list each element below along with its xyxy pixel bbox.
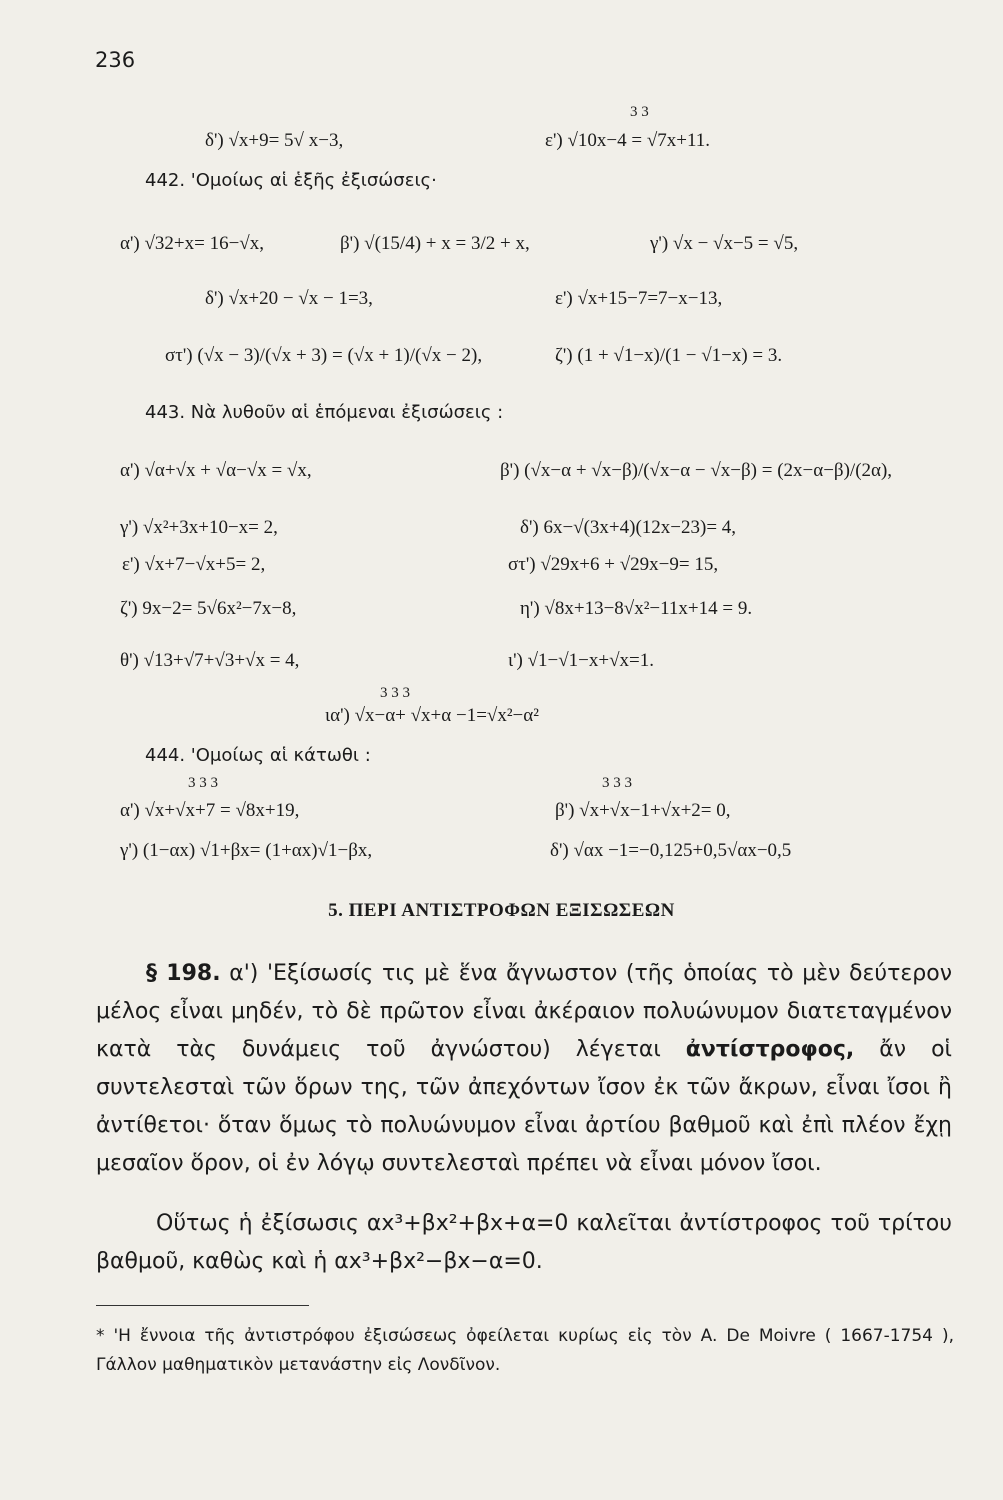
eq-443-a: α') √α+√x + √α−√x = √x,	[120, 460, 312, 481]
paragraph-label: § 198.	[146, 961, 221, 986]
paragraph-text-a: α') 'Εξίσωσίς τις μὲ ἕνα ἄγνωστον (τῆς ὁποίας τὸ μὲν δεύτερον μέλος εἶναι μηδέν, τὸ δὲ πρῶτον εἶναι ἀκέραιον πολυώνυμον διατεταγμένον κατὰ τὰς δυνάμεις τοῦ ἀγνώστου) λέγεται	[96, 961, 952, 1062]
footnote-divider	[96, 1305, 309, 1306]
eq-443-d: δ') 6x−√(3x+4)(12x−23)= 4,	[520, 517, 737, 538]
eq-443-e: ε') √x+7−√x+5= 2,	[122, 554, 266, 575]
eq-442-d: δ') √x+20 − √x − 1=3,	[205, 288, 373, 309]
eq-442-g: γ') √x − √x−5 = √5,	[650, 233, 799, 254]
eq-442-z: ζ') (1 + √1−x)/(1 − √1−x) = 3.	[555, 345, 783, 366]
eq-443-ia-index: 3 3 3	[380, 685, 410, 701]
paragraph-bold-term: ἀντίστροφος,	[685, 1037, 855, 1062]
eq-441-e: ε') √10x−4 = √7x+11.	[545, 130, 711, 151]
eq-441-e-index: 3 3	[630, 104, 649, 120]
eq-442-e: ε') √x+15−7=7−x−13,	[555, 288, 723, 309]
eq-441-d: δ') √x+9= 5√ x−3,	[205, 130, 344, 151]
eq-443-st: στ') √29x+6 + √29x−9= 15,	[508, 554, 719, 575]
eq-444-d: δ') √αx −1=−0,125+0,5√αx−0,5	[550, 840, 792, 861]
page-number: 236	[95, 48, 136, 72]
eq-444-a: α') √x+√x+7 = √8x+19,	[120, 800, 300, 821]
eq-444-a-index: 3 3 3	[188, 775, 218, 791]
footnote: * 'Η ἔννοια τῆς ἀντιστρόφου ἐξισώσεως ὀφείλεται κυρίως εἰς τὸν A. De Moivre ( 1667-1754 ), Γάλλον μαθηματικὸν μετανάστην εἰς Λονδῖνον.	[96, 1326, 954, 1375]
eq-442-st: στ') (√x − 3)/(√x + 3) = (√x + 1)/(√x − 2),	[165, 345, 483, 366]
eq-443-th: θ') √13+√7+√3+√x = 4,	[120, 650, 300, 671]
paragraph-198	[96, 955, 952, 1183]
eq-443-g: γ') √x²+3x+10−x= 2,	[120, 517, 278, 538]
paragraph-text-b: ἄν οἱ συντελεσταὶ τῶν ὅρων της, τῶν ἀπεχόντων ἴσον ἐκ τῶν ἄκρων, εἶναι ἴσοι ἢ ἀντίθετοι· ὅταν ὅμως τὸ πολυώνυμον εἶναι ἀρτίου βαθμοῦ καὶ ἐπὶ πλέον ἔχῃ μεσαῖον ὅρον, οἱ ἐν λόγῳ συντελεσταὶ πρέπει νὰ εἶναι μόνον ἴσοι.	[96, 1037, 952, 1176]
exercise-443-heading: 443. Νὰ λυθοῦν αἱ ἑπόμεναι ἐξισώσεις :	[145, 402, 504, 423]
eq-443-i: ι') √1−√1−x+√x=1.	[508, 650, 655, 671]
eq-442-a: α') √32+x= 16−√x,	[120, 233, 264, 254]
paragraph2-text: Οὕτως ἡ ἐξίσωσις αx³+βx²+βx+α=0 καλεῖται ἀντίστροφος τοῦ τρίτου βαθμοῦ, καθὼς καὶ ἡ αx³+βx²−βx−α=0.	[96, 1211, 952, 1274]
paragraph-example	[96, 1205, 952, 1281]
exercise-444-heading: 444. 'Ομοίως αἱ κάτωθι :	[145, 745, 371, 766]
section-title: 5. ΠΕΡΙ ΑΝΤΙΣΤΡΟΦΩΝ ΕΞΙΣΩΣΕΩΝ	[328, 900, 675, 921]
eq-444-b-index: 3 3 3	[602, 775, 632, 791]
eq-444-b: β') √x+√x−1+√x+2= 0,	[555, 800, 731, 821]
eq-442-b: β') √(15/4) + x = 3/2 + x,	[340, 233, 530, 254]
eq-443-ia: ια') √x−α+ √x+α −1=√x²−α²	[325, 705, 539, 726]
eq-444-g: γ') (1−αx) √1+βx= (1+αx)√1−βx,	[120, 840, 373, 861]
eq-443-z: ζ') 9x−2= 5√6x²−7x−8,	[120, 598, 297, 619]
eq-443-b: β') (√x−α + √x−β)/(√x−α − √x−β) = (2x−α−β)/(2α),	[500, 460, 893, 481]
eq-443-h: η') √8x+13−8√x²−11x+14 = 9.	[520, 598, 753, 619]
exercise-442-heading: 442. 'Ομοίως αἱ ἑξῆς ἐξισώσεις·	[145, 170, 437, 191]
